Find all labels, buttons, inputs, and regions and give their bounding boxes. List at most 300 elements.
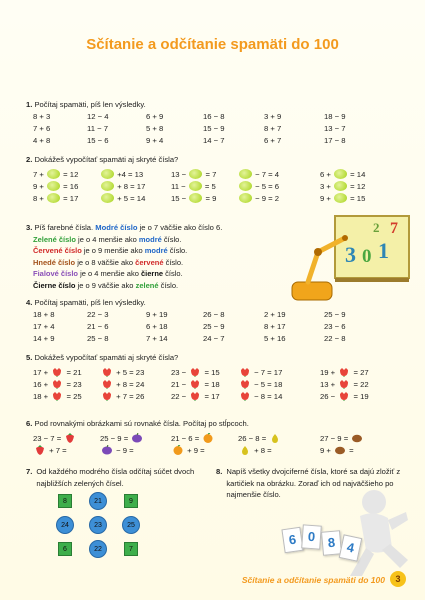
- orange-icon: [172, 445, 184, 455]
- exercise-1-rows: [26, 111, 406, 147]
- colored-number-label: Červené číslo: [33, 246, 82, 255]
- expression-text: 7 +: [33, 169, 47, 179]
- tulip-icon: [101, 367, 113, 377]
- hidden-number-blob-icon: [101, 169, 114, 179]
- hidden-number-blob-icon: [189, 169, 202, 179]
- expression: [100, 367, 144, 379]
- expression-text: 14 − 7: [203, 135, 225, 145]
- expression: [146, 309, 168, 321]
- expression: [33, 433, 77, 445]
- expression-text: 18 − 9: [324, 111, 346, 121]
- exercise-2-number: 2.: [26, 155, 33, 164]
- expression: [171, 391, 220, 403]
- expression-text: + 5 = 14: [115, 193, 146, 203]
- expression: [320, 367, 369, 379]
- expression-text: + 5 = 23: [114, 367, 145, 377]
- expression-text: 22 − 3: [87, 309, 109, 319]
- expression: [100, 181, 145, 193]
- expression-text: 18 + 8: [33, 309, 55, 319]
- expression-text: 8 + 17: [264, 321, 286, 331]
- expression-text: = 15: [348, 193, 366, 203]
- expression-text: 16 − 8: [203, 111, 225, 121]
- exercise-1-text: Počítaj spamäti, píš len výsledky.: [34, 100, 146, 109]
- exercise-3-line: [33, 280, 286, 292]
- hidden-number-blob-icon: [334, 193, 347, 203]
- pear-icon: [269, 433, 281, 443]
- expression: [171, 181, 216, 193]
- hidden-number-blob-icon: [101, 193, 114, 203]
- blue-number: 22: [89, 540, 107, 558]
- tulip-icon: [51, 367, 63, 377]
- expression-text: 21 − 6 =: [171, 433, 202, 443]
- robot-board-illustration: [290, 212, 415, 307]
- expression-text: − 7 = 4: [253, 169, 280, 179]
- exercise-7-figure: [52, 490, 152, 562]
- expression-text: + 8 =: [252, 445, 272, 455]
- hidden-number-blob-icon: [189, 181, 202, 191]
- expression-text: 6 +: [320, 169, 334, 179]
- expression-text: +4 = 13: [115, 169, 144, 179]
- expression-text: = 7: [203, 169, 217, 179]
- exercise-4-rows: [26, 309, 406, 345]
- expression: [203, 135, 225, 147]
- exercise-3-line: [33, 245, 286, 257]
- expression: [33, 123, 50, 135]
- exercise-1-heading: [26, 99, 406, 111]
- expression-text: 4 + 8: [33, 135, 51, 145]
- expression-text: 9 + 19: [146, 309, 168, 319]
- expression: [324, 333, 346, 345]
- expression-text: = 17: [202, 391, 220, 401]
- expression: [264, 309, 286, 321]
- expression: [203, 123, 225, 135]
- exercise-2: [26, 154, 406, 205]
- exercise-7: [26, 466, 196, 489]
- colored-reference-word: červené: [135, 257, 164, 267]
- expression: [100, 193, 145, 205]
- expression: [324, 111, 346, 123]
- expression-text: = 19: [351, 391, 369, 401]
- exercise-5-text: Dokážeš vypočítať spamäti aj skryté čísla?: [34, 353, 179, 362]
- hidden-number-blob-icon: [334, 181, 347, 191]
- expression-text: = 12: [348, 181, 366, 191]
- expression-text: je o 8 väčšie ako: [75, 257, 136, 267]
- expression-text: 7 + 14: [146, 333, 168, 343]
- board-digit: 0: [362, 246, 372, 267]
- expression-text: číslo.: [161, 234, 182, 244]
- expression: [324, 321, 346, 333]
- expression-text: 7 + 6: [33, 123, 51, 133]
- expression-text: = 18: [202, 379, 220, 389]
- exercise-1: [26, 99, 406, 147]
- exercise-5-number: 5.: [26, 353, 33, 362]
- expression-text: 2 + 19: [264, 309, 286, 319]
- expression: [33, 193, 78, 205]
- card-digit: 0: [307, 528, 316, 545]
- expression-text: 9 + 4: [146, 135, 164, 145]
- colored-number-label: Hnedé číslo: [33, 257, 76, 267]
- expression-text: = 22: [351, 379, 369, 389]
- card-digit: 8: [327, 534, 336, 551]
- expression: [33, 321, 55, 333]
- expression-text: 9 +: [33, 181, 47, 191]
- expression-text: 27 − 9 =: [320, 433, 351, 443]
- expression-text: 25 − 9 =: [100, 433, 131, 443]
- expression-text: 25 − 8: [87, 333, 109, 343]
- expression-text: 5 + 16: [264, 333, 286, 343]
- tulip-icon: [338, 391, 350, 401]
- exercise-7-number: 7.: [26, 467, 33, 476]
- expression: [33, 169, 78, 181]
- expression-text: = 21: [64, 367, 82, 377]
- exercise-5-heading: [26, 352, 406, 364]
- expression-text: = 25: [64, 391, 82, 401]
- expression: [320, 169, 365, 181]
- expression: [203, 309, 225, 321]
- exercise-row: [26, 169, 406, 181]
- expression: [100, 445, 134, 457]
- tulip-icon: [101, 391, 113, 401]
- expression-text: 25 − 9: [324, 309, 346, 319]
- expression-text: = 14: [348, 169, 366, 179]
- expression-text: − 8 = 14: [252, 391, 283, 401]
- exercise-3-intro: Píš farebné čísla.: [34, 223, 94, 232]
- hidden-number-blob-icon: [101, 181, 114, 191]
- expression-text: 18 +: [33, 391, 51, 401]
- hidden-number-blob-icon: [239, 181, 252, 191]
- tulip-icon: [189, 391, 201, 401]
- exercise-3-line: [33, 257, 286, 269]
- expression: [87, 309, 109, 321]
- pear-icon: [239, 445, 251, 455]
- expression: [87, 123, 108, 135]
- tulip-icon: [338, 367, 350, 377]
- exercise-row: [26, 321, 406, 333]
- expression: [146, 135, 163, 147]
- exercise-6-text: Pod rovnakými obrázkami sú rovnaké čísla. Počítaj po stĺpcoch.: [34, 419, 249, 428]
- number-card: [281, 527, 303, 553]
- expression-text: 22 − 8: [324, 333, 346, 343]
- expression-text: − 5 = 18: [252, 379, 283, 389]
- colored-number-label: Zelené číslo: [33, 234, 76, 244]
- exercise-4-number: 4.: [26, 298, 33, 307]
- expression: [264, 333, 286, 345]
- exercise-1-number: 1.: [26, 100, 33, 109]
- expression-text: = 17: [61, 193, 79, 203]
- exercise-row: [26, 367, 406, 379]
- colored-number-label: Čierne číslo: [33, 280, 76, 290]
- expression: [320, 445, 354, 457]
- expression: [100, 433, 144, 445]
- expression: [264, 135, 281, 147]
- exercise-row: [26, 333, 406, 345]
- colored-reference-word: čierne: [140, 269, 164, 278]
- expression-text: + 7 =: [47, 445, 67, 455]
- expression-text: je o 9 väčšie ako: [75, 280, 136, 290]
- exercise-3-line: [33, 268, 286, 280]
- green-number: 8: [58, 494, 72, 508]
- exercise-2-text: Dokážeš vypočítať spamäti aj skryté čísla?: [34, 155, 179, 164]
- expression: [203, 321, 225, 333]
- exercise-row: [26, 379, 406, 391]
- expression-text: 17 − 8: [324, 135, 346, 145]
- expression-text: 8 +: [33, 193, 47, 203]
- card-digit: 6: [287, 531, 298, 548]
- expression-text: − 9 =: [114, 445, 134, 455]
- hidden-number-blob-icon: [47, 193, 60, 203]
- hidden-number-blob-icon: [47, 169, 60, 179]
- expression-text: 3 +: [320, 181, 334, 191]
- expression: [33, 181, 78, 193]
- expression: [33, 391, 82, 403]
- expression-text: je o 9 menšie ako: [81, 246, 145, 255]
- expression: [238, 391, 282, 403]
- expression-text: 8 + 7: [264, 123, 282, 133]
- expression-text: 3 + 9: [264, 111, 282, 121]
- plum-icon: [131, 433, 143, 443]
- expression: [33, 379, 82, 391]
- expression-text: je o 4 menšie ako: [78, 269, 141, 278]
- expression: [203, 111, 225, 123]
- expression: [238, 433, 282, 445]
- expression: [203, 333, 225, 345]
- exercise-2-heading: [26, 154, 406, 166]
- expression: [324, 135, 346, 147]
- expression: [324, 309, 346, 321]
- exercise-row: [26, 309, 406, 321]
- exercise-3-heading: [26, 222, 286, 234]
- expression-text: číslo.: [167, 246, 188, 255]
- expression-text: = 5: [202, 181, 216, 191]
- blue-number: 23: [89, 516, 107, 534]
- exercise-7-heading: [26, 466, 196, 489]
- colored-reference-word: zelené: [135, 280, 159, 290]
- expression-text: 19 +: [320, 367, 338, 377]
- expression-text: 11 − 7: [87, 123, 109, 133]
- expression: [264, 123, 281, 135]
- expression: [87, 333, 109, 345]
- number-cards: [283, 522, 373, 567]
- exercise-6-rows: [26, 433, 406, 457]
- expression-text: 16 +: [33, 379, 51, 389]
- expression-text: = 9: [203, 193, 217, 203]
- exercise-8-text: Napíš všetky dvojciferné čísla, ktoré sa dajú zložiť z kartičiek na obrázku. Zoraď ich od najväčšieho po najmenšie číslo.: [226, 467, 401, 499]
- expression: [33, 445, 67, 457]
- plum-icon: [101, 445, 113, 455]
- hidden-number-blob-icon: [47, 181, 60, 191]
- expression-text: =: [347, 445, 354, 455]
- expression: [320, 379, 369, 391]
- exercise-3: [26, 222, 286, 291]
- exercise-row: [26, 181, 406, 193]
- exercise-4: [26, 297, 406, 345]
- number-card: [339, 534, 363, 561]
- expression: [320, 193, 365, 205]
- exercise-6-heading: [26, 418, 406, 430]
- expression: [238, 445, 272, 457]
- expression: [264, 321, 286, 333]
- hidden-number-blob-icon: [239, 193, 252, 203]
- expression: [33, 367, 82, 379]
- exercise-row: [26, 123, 406, 135]
- exercise-4-text: Počítaj spamäti, píš len výsledky.: [34, 298, 146, 307]
- expression-text: je o 4 menšie ako: [75, 234, 139, 244]
- expression: [146, 123, 163, 135]
- expression: [100, 379, 144, 391]
- expression-text: 26 − 8 =: [238, 433, 269, 443]
- tulip-icon: [338, 379, 350, 389]
- expression: [100, 169, 143, 181]
- exercise-5-rows: [26, 367, 406, 403]
- blue-number: 21: [89, 492, 107, 510]
- footer-title: Sčítanie a odčítanie spamäti do 100: [241, 575, 385, 585]
- colored-reference-word: modré: [144, 246, 168, 255]
- exercise-row: [26, 445, 406, 457]
- expression: [87, 135, 109, 147]
- expression: [238, 367, 282, 379]
- expression-text: 26 − 8: [203, 309, 225, 319]
- expression: [100, 391, 144, 403]
- expression-text: 15 − 6: [87, 135, 109, 145]
- expression-text: číslo.: [163, 269, 183, 278]
- expression: [87, 321, 109, 333]
- expression-text: 9 +: [320, 193, 334, 203]
- expression: [264, 111, 281, 123]
- page-title: Sčítanie a odčítanie spamäti do 100: [86, 36, 339, 53]
- expression-text: 21 −: [171, 379, 189, 389]
- hidden-number-blob-icon: [334, 169, 347, 179]
- expression-text: 13 − 7: [324, 123, 346, 133]
- number-card: [301, 524, 322, 549]
- expression: [87, 111, 109, 123]
- expression-text: + 8 = 17: [115, 181, 146, 191]
- strawberry-icon: [34, 445, 46, 455]
- exercise-2-rows: [26, 169, 406, 205]
- tulip-icon: [51, 379, 63, 389]
- expression-text: 12 − 4: [87, 111, 109, 121]
- expression-text: 15 − 9: [203, 123, 225, 133]
- expression-text: 15 −: [171, 193, 189, 203]
- expression-text: číslo.: [158, 280, 179, 290]
- expression-text: číslo.: [163, 257, 184, 267]
- expression-text: = 12: [61, 169, 79, 179]
- blue-number: 25: [122, 516, 140, 534]
- hidden-number-blob-icon: [189, 193, 202, 203]
- expression-text: 11 −: [171, 181, 188, 191]
- exercise-6: [26, 418, 406, 457]
- exercise-3-first-line: [95, 223, 222, 232]
- exercise-7-text: Od každého modrého čísla odčítaj súčet dvoch najbližších zelených čísel.: [36, 467, 195, 488]
- tulip-icon: [239, 391, 251, 401]
- expression: [146, 111, 163, 123]
- expression: [324, 123, 346, 135]
- expression-text: 23 −: [171, 367, 189, 377]
- exercise-3-line: [33, 234, 286, 246]
- expression-text: 23 − 6: [324, 321, 346, 331]
- expression-text: 26 −: [320, 391, 338, 401]
- exercise-row: [26, 433, 406, 445]
- expression-text: 5 + 8: [146, 123, 164, 133]
- expression-text: 14 + 9: [33, 333, 55, 343]
- expression-text: = 15: [202, 367, 220, 377]
- board-digit: 7: [390, 220, 398, 237]
- tulip-icon: [189, 379, 201, 389]
- expression-text: = 27: [351, 367, 369, 377]
- exercise-row: [26, 111, 406, 123]
- blue-number: 24: [56, 516, 74, 534]
- expression-text: 6 + 18: [146, 321, 168, 331]
- colored-reference-word: modré: [138, 234, 162, 244]
- green-number: 9: [124, 494, 138, 508]
- expression: [171, 367, 220, 379]
- expression: [33, 333, 55, 345]
- expression: [171, 169, 216, 181]
- expression-text: 21 − 6: [87, 321, 109, 331]
- board-digit: 2: [373, 220, 380, 235]
- expression-text: je o 7 väčšie ako číslo 6.: [137, 223, 223, 232]
- expression-text: 8 + 3: [33, 111, 51, 121]
- expression: [320, 433, 364, 445]
- expression-text: + 8 = 24: [114, 379, 145, 389]
- expression: [320, 181, 365, 193]
- hidden-number-blob-icon: [239, 169, 252, 179]
- expression-text: = 16: [61, 181, 79, 191]
- expression-text: 22 −: [171, 391, 189, 401]
- expression-text: + 7 = 26: [114, 391, 145, 401]
- green-number: 7: [124, 542, 138, 556]
- colored-number-label: Fialové číslo: [33, 269, 79, 278]
- expression: [146, 333, 168, 345]
- tulip-icon: [239, 379, 251, 389]
- expression: [171, 445, 205, 457]
- colored-number-label: Modré číslo: [95, 223, 138, 232]
- expression: [33, 111, 50, 123]
- tulip-icon: [51, 391, 63, 401]
- expression: [146, 321, 168, 333]
- expression-text: 13 −: [171, 169, 189, 179]
- nut-icon: [351, 433, 363, 443]
- tulip-icon: [189, 367, 201, 377]
- exercise-5: [26, 352, 406, 403]
- expression-text: 9 +: [320, 445, 334, 455]
- strawberry-icon: [64, 433, 76, 443]
- expression: [238, 181, 279, 193]
- expression-text: 6 + 7: [264, 135, 282, 145]
- expression-text: − 7 = 17: [252, 367, 283, 377]
- expression: [33, 309, 55, 321]
- green-number: 6: [58, 542, 72, 556]
- expression: [33, 135, 50, 147]
- expression-text: = 23: [64, 379, 82, 389]
- expression-text: 24 − 7: [203, 333, 225, 343]
- exercise-6-number: 6.: [26, 419, 33, 428]
- expression: [238, 169, 279, 181]
- exercise-row: [26, 135, 406, 147]
- exercise-3-lines: [26, 234, 286, 292]
- orange-icon: [202, 433, 214, 443]
- expression: [238, 379, 282, 391]
- expression-text: + 9 =: [185, 445, 205, 455]
- expression-text: 13 +: [320, 379, 338, 389]
- nut-icon: [334, 445, 346, 455]
- exercise-row: [26, 391, 406, 403]
- tulip-icon: [101, 379, 113, 389]
- page-number: 3: [390, 571, 406, 587]
- expression-text: 25 − 9: [203, 321, 225, 331]
- expression-text: 17 +: [33, 367, 51, 377]
- exercise-3-number: 3.: [26, 223, 33, 232]
- expression-text: 6 + 9: [146, 111, 164, 121]
